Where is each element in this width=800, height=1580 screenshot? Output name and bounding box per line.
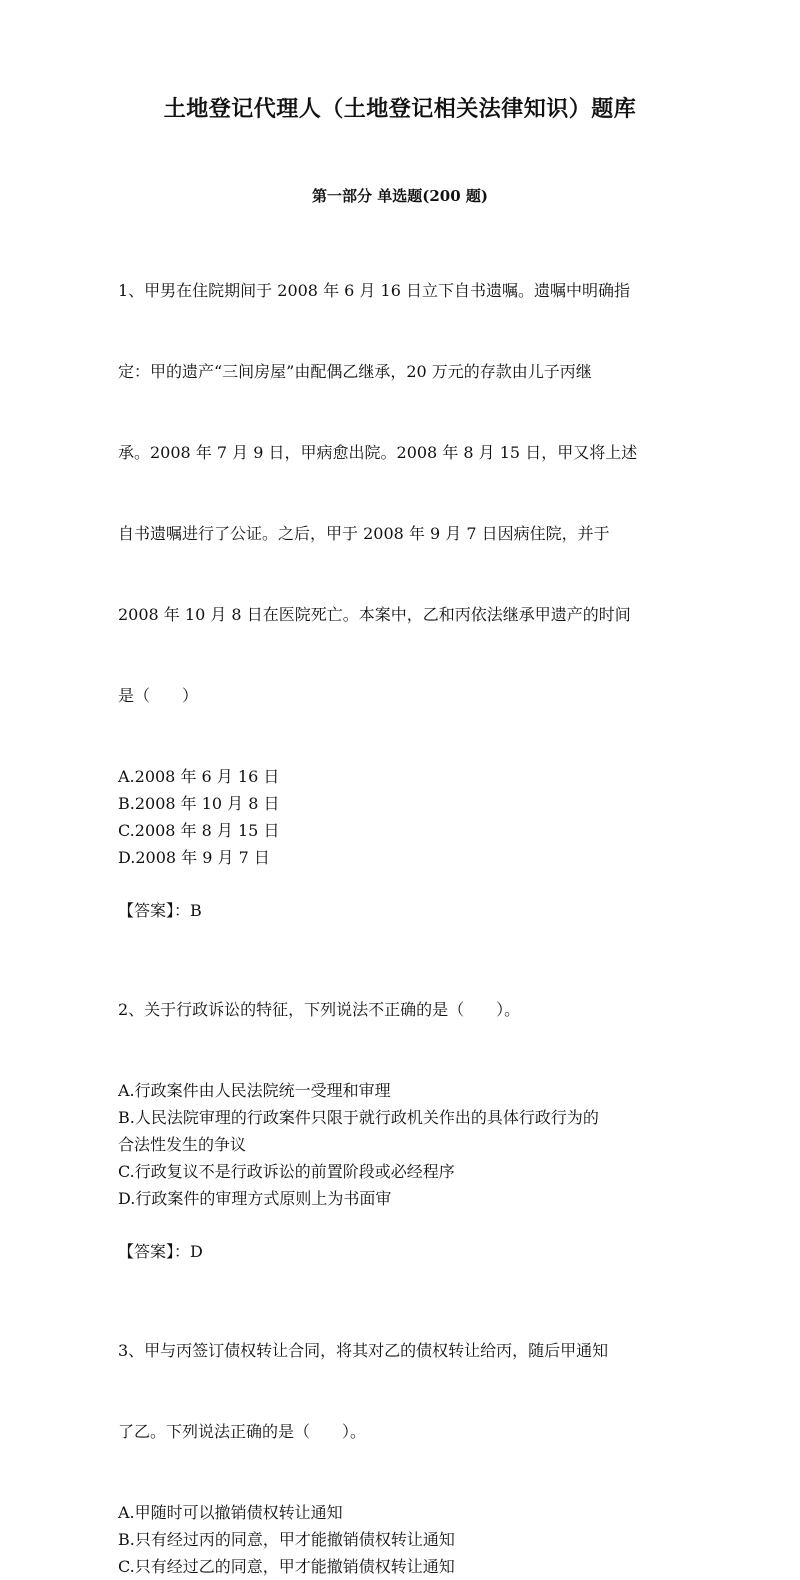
question-stem [118, 223, 688, 763]
option-b: B.人民法院审理的行政案件只限于就行政机关作出的具体行政行为的 [118, 1108, 599, 1127]
question-stem [118, 1283, 688, 1499]
section-title: 第一部分 单选题(200 题) [312, 187, 488, 205]
question-stem-line: 2、关于行政诉讼的特征，下列说法不正确的是（ ）。 [118, 1000, 521, 1019]
option-d: D.2008 年 9 月 7 日 [118, 848, 270, 867]
option-c: C.2008 年 8 月 15 日 [118, 821, 280, 840]
answer-line: 【答案】：B [118, 901, 202, 920]
question-stem-line: 是（ ） [118, 686, 199, 705]
question-stem-line: 承。2008 年 7 月 9 日，甲病愈出院。2008 年 8 月 15 日，甲又将上述 [118, 443, 638, 462]
question-stem-line: 1、甲男在住院期间于 2008 年 6 月 16 日立下自书遗嘱。遗嘱中明确指 [118, 281, 630, 300]
question-stem-line: 定：甲的遗产“三间房屋”由配偶乙继承，20 万元的存款由儿子丙继 [118, 362, 592, 381]
question-3 [118, 1283, 688, 1580]
question-stem [118, 942, 688, 1077]
question-stem-line: 2008 年 10 月 8 日在医院死亡。本案中，乙和丙依法继承甲遗产的时间 [118, 605, 631, 624]
question-stem-line: 自书遗嘱进行了公证。之后，甲于 2008 年 9 月 7 日因病住院，并于 [118, 524, 610, 543]
option-a: A.甲随时可以撤销债权转让通知 [118, 1503, 343, 1522]
answer-line: 【答案】：D [118, 1242, 203, 1261]
question-list [118, 223, 688, 1580]
question-2 [118, 942, 688, 1265]
question-stem-line: 了乙。下列说法正确的是（ ）。 [118, 1422, 367, 1441]
option-b: B.只有经过丙的同意，甲才能撤销债权转让通知 [118, 1530, 455, 1549]
option-d: D.行政案件的审理方式原则上为书面审 [118, 1189, 392, 1208]
option-b-continued: 合法性发生的争议 [118, 1135, 247, 1154]
option-a: A.2008 年 6 月 16 日 [118, 767, 280, 786]
option-c: C.行政复议不是行政诉讼的前置阶段或必经程序 [118, 1162, 455, 1181]
question-stem-line: 3、甲与丙签订债权转让合同，将其对乙的债权转让给丙，随后甲通知 [118, 1341, 609, 1360]
option-a: A.行政案件由人民法院统一受理和审理 [118, 1081, 391, 1100]
option-c: C.只有经过乙的同意，甲才能撤销债权转让通知 [118, 1557, 455, 1576]
document-title: 土地登记代理人（土地登记相关法律知识）题库 [163, 96, 637, 122]
option-b: B.2008 年 10 月 8 日 [118, 794, 280, 813]
question-1 [118, 223, 688, 924]
